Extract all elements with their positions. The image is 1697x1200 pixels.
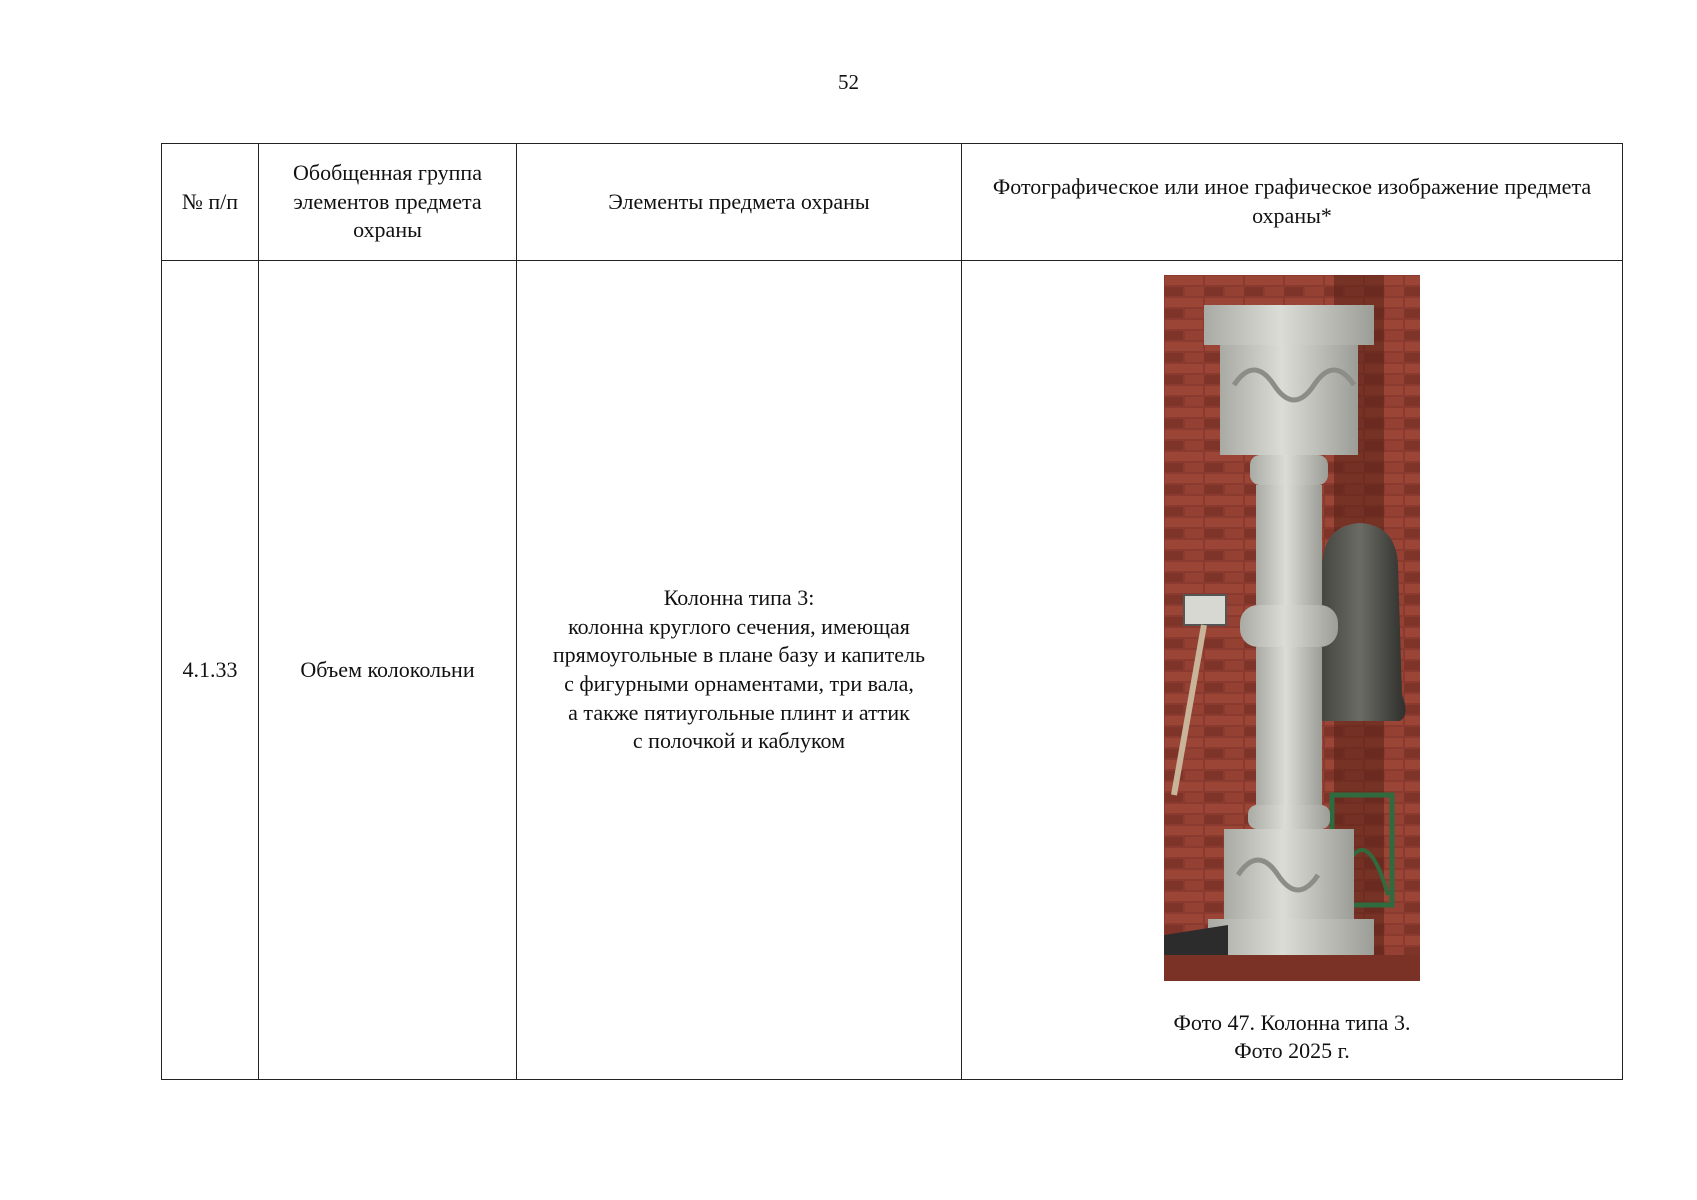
elements-line: а также пятиугольные плинт и аттик <box>568 699 910 725</box>
row-number: 4.1.33 <box>162 261 259 1080</box>
elements-line: с фигурными орнаментами, три вала, <box>564 671 914 696</box>
row-photo <box>962 261 1623 1080</box>
elements-line: прямоугольные в плане базу и капитель <box>552 642 926 668</box>
elements-description <box>527 584 951 756</box>
photo-caption <box>972 1009 1612 1065</box>
table-header-row <box>162 144 1623 261</box>
page-number: 52 <box>838 70 859 94</box>
table-row <box>162 261 1623 1080</box>
caption-line: Фото 2025 г. <box>1234 1038 1350 1063</box>
row-elements <box>517 261 962 1080</box>
header-number: № п/п <box>162 144 259 261</box>
header-photo: Фотографическое или иное графическое изображение предмета охраны* <box>962 144 1623 261</box>
header-group: Обобщенная группа элементов предмета охраны <box>259 144 517 261</box>
protection-table <box>161 143 1623 1080</box>
header-elements: Элементы предмета охраны <box>517 144 962 261</box>
row-group: Объем колокольни <box>259 261 517 1080</box>
caption-line: Фото 47. Колонна типа 3. <box>1173 1009 1411 1035</box>
elements-line: Колонна типа 3: <box>663 585 815 611</box>
column-photo <box>1164 275 1420 981</box>
elements-line: с полочкой и каблуком <box>632 728 846 754</box>
elements-line: колонна круглого сечения, имеющая <box>568 613 910 639</box>
